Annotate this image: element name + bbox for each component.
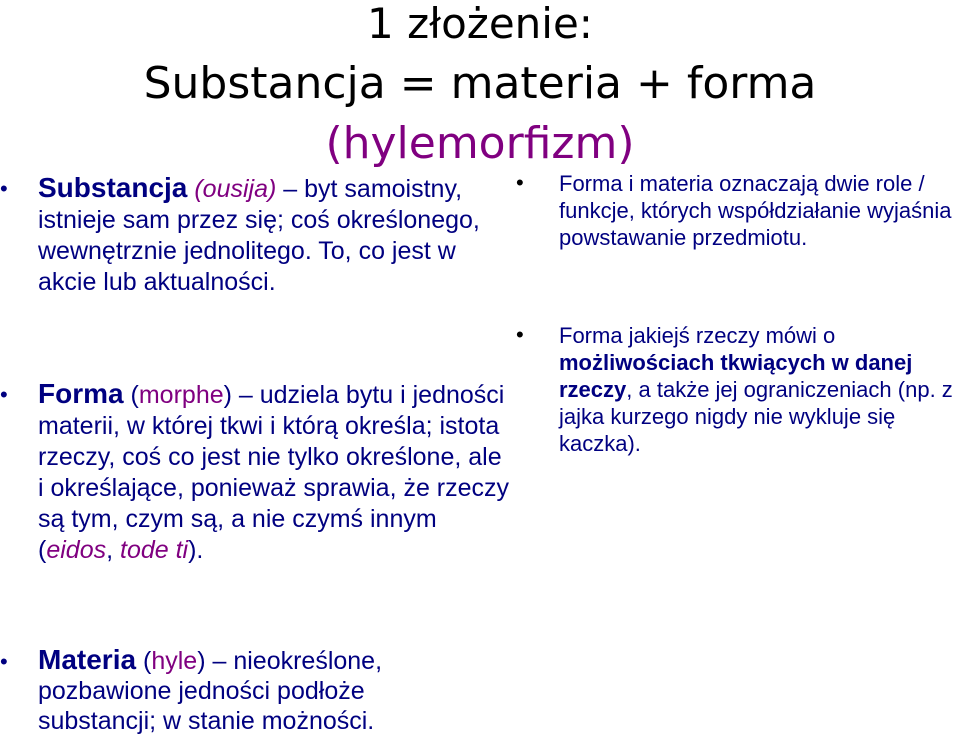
bullet-forma-mowi	[516, 322, 960, 457]
bullet-dot: •	[0, 649, 8, 674]
term-ousija: (ousija)	[194, 175, 277, 203]
bullet-forma-text: Forma (morphe) – udziela bytu i jedności materii, w której tkwi i którą określa; istota rzeczy, coś co jest nie tylko określone, ale i określające, ponieważ sprawia, że rzeczy są tym, czym są, a nie czymś innym (eidos, tode ti).	[38, 378, 510, 564]
bullet-forma	[0, 378, 510, 566]
bullet-substancja	[0, 172, 480, 298]
term-eidos: eidos	[46, 536, 107, 564]
term-materia: Materia	[38, 644, 137, 675]
title-line-2: Substancja = materia + forma	[143, 58, 817, 109]
materia-definition: – nieokreślone, pozbawione jedności podłoże substancji; w stanie możności.	[38, 647, 383, 735]
forma-definition: – udziela bytu i jedności materii, w której tkwi i którą określa; istota rzeczy, coś co jest nie tylko określone, ale i określające, ponieważ sprawia, że rzeczy są tym, czym są, a nie czymś innym (	[38, 381, 510, 564]
bullet-dot: •	[516, 322, 524, 347]
bullet-forma-i-materia-text: Forma i materia oznaczają dwie role / funkcje, których współdziałanie wyjaśnia powstawanie przedmiotu.	[559, 171, 952, 250]
term-substancja: Substancja	[38, 172, 188, 203]
term-forma: Forma	[38, 378, 124, 409]
term-hyle: hyle	[151, 647, 198, 675]
bullet-dot: •	[516, 170, 524, 195]
bullet-materia	[0, 645, 480, 736]
emphasis-mozliwosci: możliwościach tkwiących w danej rzeczy	[559, 350, 913, 402]
title-line-3: (hylemorfizm)	[325, 118, 635, 169]
bullet-substancja-text	[38, 172, 480, 298]
term-morphe: morphe	[138, 381, 224, 409]
title-line-1: 1 złożenie:	[367, 0, 593, 48]
bullet-dot: •	[0, 382, 8, 407]
bullet-forma-i-materia	[516, 170, 960, 251]
bullet-forma-mowi-text: Forma jakiejś rzeczy mówi o możliwościach tkwiących w danej rzeczy, a także jej ograniczeniach (np. z jajka kurzego nigdy nie wykluje się kaczka).	[559, 323, 953, 456]
bullet-materia-text: Materia (hyle) – nieokreślone, pozbawione jedności podłoże substancji; w stanie możności.	[38, 644, 383, 735]
term-tode-ti: tode ti	[120, 536, 189, 564]
substancja-definition: – byt samoistny, istnieje sam przez się; coś określonego, wewnętrznie jednolitego. To, co jest w akcie lub aktualności.	[38, 175, 480, 296]
bullet-dot: •	[0, 176, 8, 201]
